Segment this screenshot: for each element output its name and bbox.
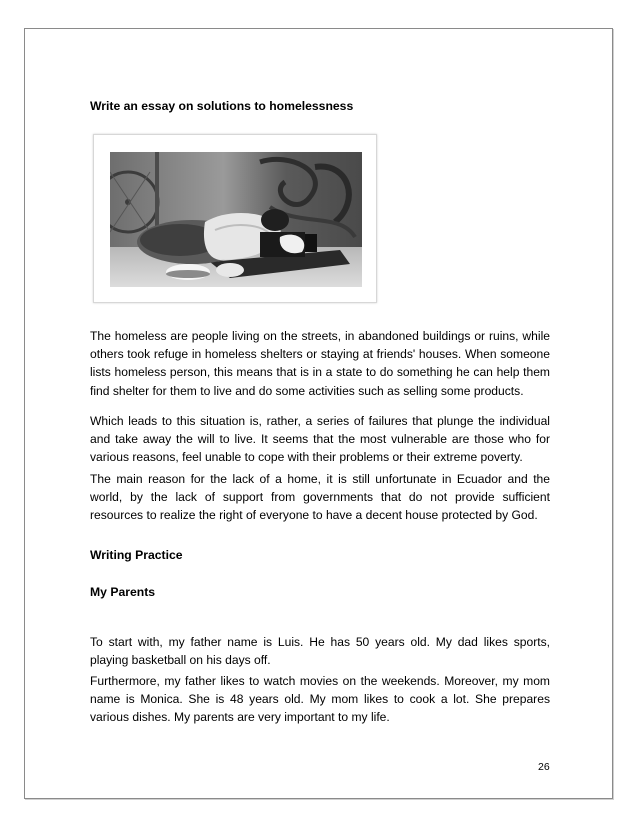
homeless-person-photo [110, 152, 362, 287]
subsection-heading-my-parents: My Parents [90, 585, 156, 599]
parents-paragraph-2: Furthermore, my father likes to watch movies on the weekends. Moreover, my mom name is Monica. She is 48 years old. My mom likes to cook a lot. She prepares various dishes. My parents are very important to my life. [90, 674, 550, 725]
essay-title: Write an essay on solutions to homelessness [90, 99, 354, 113]
homeless-photo-frame [93, 134, 377, 303]
section-heading-writing-practice: Writing Practice [90, 548, 183, 562]
essay-paragraph-3: The main reason for the lack of a home, it is still unfortunate in Ecuador and the world, by the lack of support from governments that do not provide sufficient resources to realize the right of everyone to have a decent house protected by God. [90, 472, 550, 523]
essay-paragraph-2: Which leads to this situation is, rather, a series of failures that plunge the individual and take away the will to live. It seems that the most vulnerable are those who for various reasons, feel unable to cope with their problems or their extreme poverty. [90, 414, 550, 465]
essay-paragraph-1: The homeless are people living on the streets, in abandoned buildings or ruins, while others took refuge in homeless shelters or staying at friends' houses. When someone lists homeless person, this means that is in a state to do something he can help them find shelter for them to live and do some activities such as selling some products. [90, 329, 550, 398]
page-number: 26 [538, 761, 550, 773]
parents-paragraph-1: To start with, my father name is Luis. He has 50 years old. My dad likes sports, playing basketball on his days off. [90, 635, 550, 668]
